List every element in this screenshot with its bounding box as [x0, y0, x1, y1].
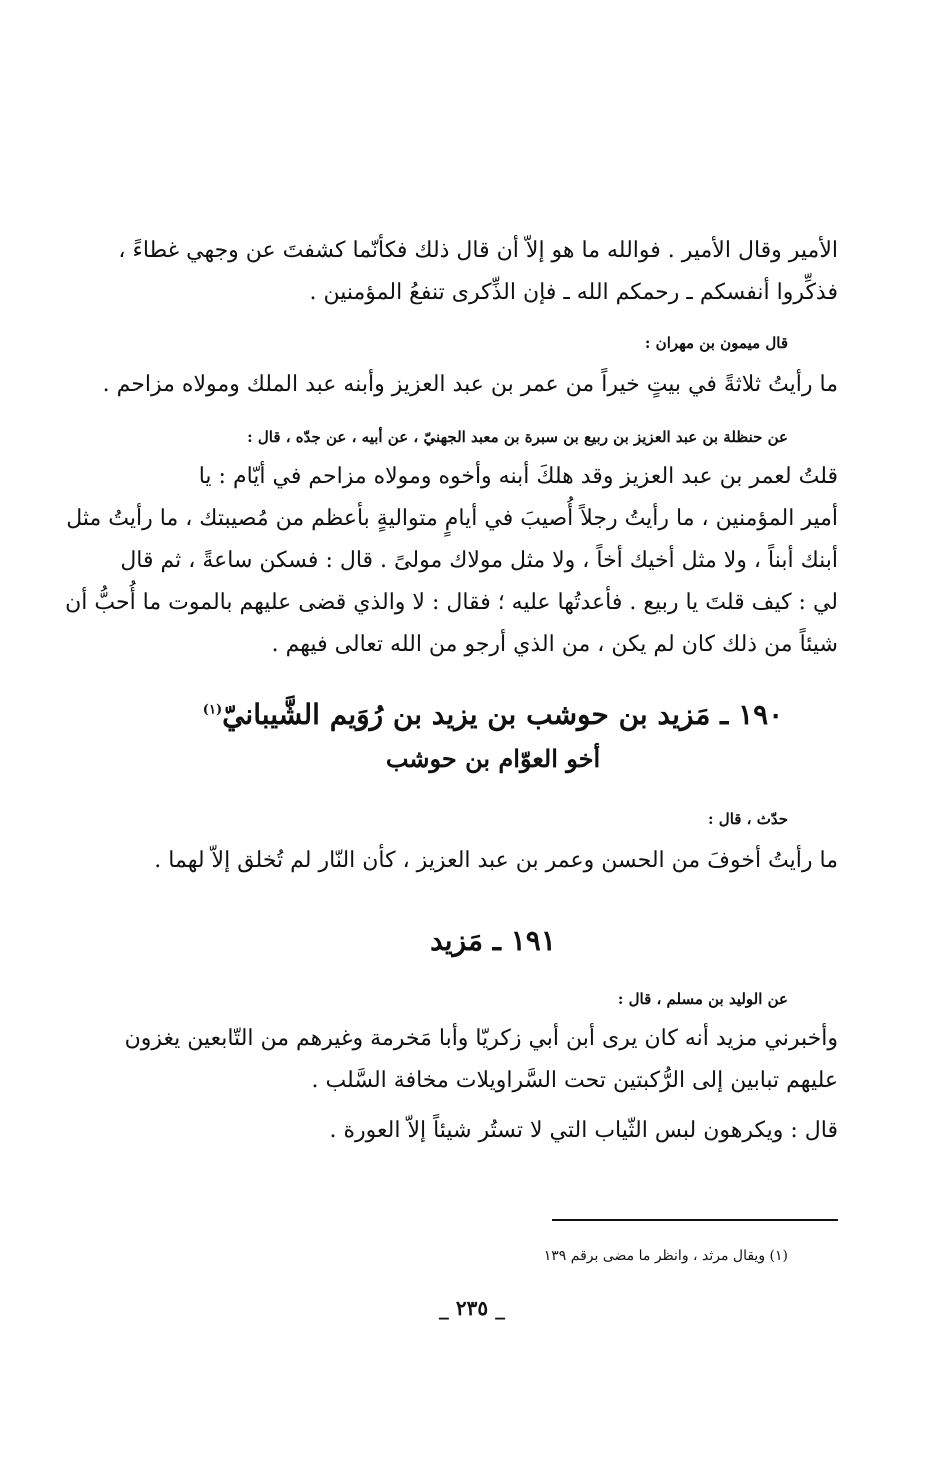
text-line: شيئاً من ذلك كان لم يكن ، من الذي أرجو من الله تعالى فيهم . [271, 632, 838, 657]
text-line: أمير المؤمنين ، ما رأيتُ رجلاً أُصيبَ في أيامٍ متواليةٍ بأعظم من مُصيبتك ، ما رأيتُ مثل [66, 506, 838, 531]
text-line: عليهم تبابين إلى الرُّكبتين تحت السَّراويلات مخافة السَّلب . [311, 1068, 838, 1093]
narration-paragraph [124, 1018, 838, 1102]
entry-title: ١٩٠ ـ مَزيد بن حوشب بن يزيد بن رُوَيم الشَّيبانيّ [222, 698, 784, 731]
narration-paragraph [148, 1110, 838, 1152]
text-line: ما رأيتُ أخوفَ من الحسن وعمر بن عبد العزيز ، كأن النّار لم تُخلق إلاّ لهما . [154, 848, 838, 873]
entry-heading [148, 698, 838, 731]
page-number: _ ٢٣٥ _ [438, 1296, 506, 1320]
narration-paragraph [65, 456, 838, 666]
text-line: قال : ويكرهون لبس الثّياب التي لا تستُر شيئاً إلاّ العورة . [329, 1118, 838, 1143]
narrator-line: عن الوليد بن مسلم ، قال : [617, 990, 788, 1008]
continuation-paragraph [118, 230, 838, 314]
narrator-line: قال ميمون بن مهران : [644, 334, 788, 352]
narrator-line: حدّث ، قال : [708, 810, 788, 828]
text-line: ما رأيتُ ثلاثةً في بيتٍ خيراً من عمر بن عبد العزيز وأبنه عبد الملك ومولاه مزاحم . [102, 372, 838, 397]
quote-paragraph [148, 840, 838, 882]
footnote-divider [552, 1219, 838, 1221]
text-line: أبنك أبناً ، ولا مثل أخيك أخاً ، ولا مثل مولاك مولىً . قال : فسكن ساعةً ، ثم قال [120, 548, 838, 573]
text-line: لي : كيف قلتَ يا ربيع . فأعدتُها عليه ؛ فقال : لا والذي قضى عليهم بالموت ما أُحبُّ أن [65, 590, 838, 615]
text-line: قلتُ لعمر بن عبد العزيز وقد هلكَ أبنه وأخوه ومولاه مزاحم في أيّام : يا [198, 464, 838, 489]
text-line: وأخبرني مزيد أنه كان يرى أبن أبي زكريّا وأبا مَخرمة وغيرهم من التّابعين يغزون [124, 1026, 838, 1051]
narrator-line: عن حنظلة بن عبد العزيز بن ربيع بن سبرة بن معبد الجهنيّ ، عن أبيه ، عن جدّه ، قال : [247, 428, 788, 446]
entry-heading [148, 924, 838, 957]
entry-subtitle: أخو العوّام بن حوشب [385, 744, 601, 773]
text-line: فذكِّروا أنفسكم ـ رحمكم الله ـ فإن الذِّكرى تنفعُ المؤمنين . [309, 280, 838, 305]
footnote-marker: (١) [202, 702, 223, 718]
entry-title: ١٩١ ـ مَزيد [430, 924, 556, 957]
text-line: الأمير وقال الأمير . فوالله ما هو إلاّ أن قال ذلك فكأنّما كشفتَ عن وجهي غطاءً ، [118, 238, 838, 263]
quote-paragraph [102, 364, 838, 406]
footnote: (١) ويقال مرثد ، وانظر ما مضى برقم ١٣٩ [543, 1248, 788, 1264]
